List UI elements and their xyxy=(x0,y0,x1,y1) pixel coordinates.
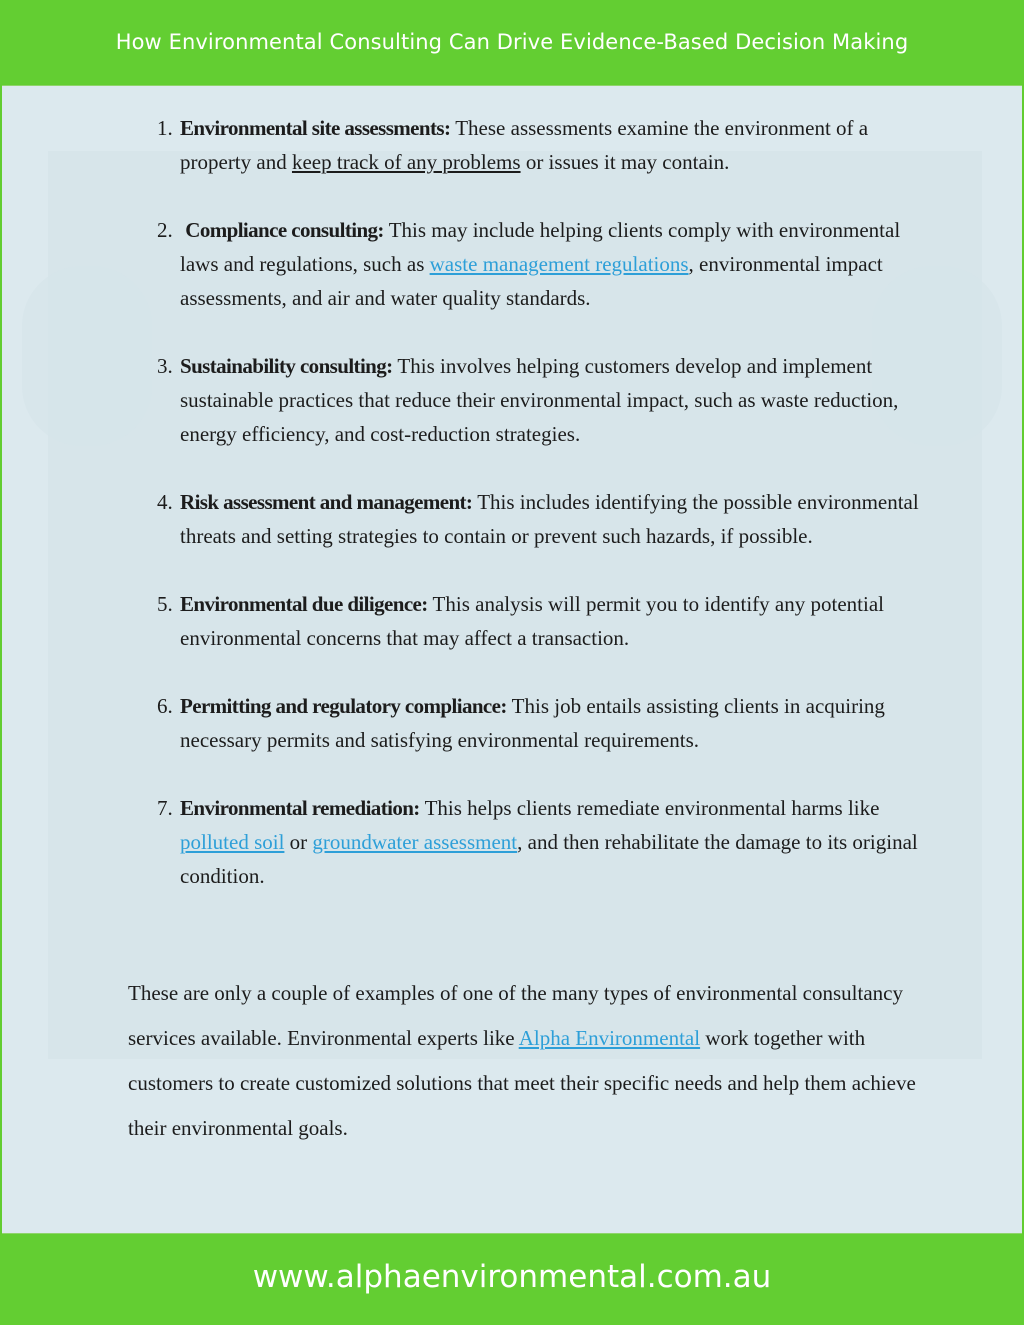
waste-management-link[interactable]: waste management regulations xyxy=(429,252,689,276)
list-item xyxy=(178,485,923,553)
list-item xyxy=(178,791,923,893)
item-term: Environmental due diligence: xyxy=(180,592,428,616)
polluted-soil-link[interactable]: polluted soil xyxy=(180,830,285,854)
item-text: or xyxy=(284,830,313,854)
item-text: or issues it may contain. xyxy=(520,150,730,174)
footer-bar xyxy=(0,1234,1024,1325)
list-item xyxy=(178,111,923,179)
item-term: Environmental remediation: xyxy=(180,796,420,820)
closing-paragraph xyxy=(128,971,918,1151)
item-text: This involves helping customers develop and implement sustainable practices that reduce their environmental impact, such as waste reduction, energy efficiency, and cost-reduction strategies. xyxy=(180,354,899,446)
item-text: This includes identifying the possible environmental threats and setting strategies to contain or prevent such hazards, if possible. xyxy=(180,490,919,548)
list-item xyxy=(178,689,923,757)
item-term: Risk assessment and management: xyxy=(180,490,473,514)
item-text: , and then rehabilitate the damage to its original condition. xyxy=(180,830,918,888)
item-term: Sustainability consulting: xyxy=(180,354,393,378)
closing-text: These are only a couple of examples of one of the many types of environmental consultancy services available. Environmental experts like xyxy=(128,981,903,1050)
keep-track-link[interactable]: keep track of any problems xyxy=(291,150,521,174)
content-panel xyxy=(2,85,1022,1234)
item-text: These assessments examine the environment of a property and xyxy=(180,116,869,174)
closing-text: work together with customers to create customized solutions that meet their specific needs and help them achieve their environmental goals. xyxy=(128,1026,916,1140)
item-term: Environmental site assessments: xyxy=(180,116,451,140)
item-term: Compliance consulting: xyxy=(185,218,384,242)
item-text: This may include helping clients comply with environmental laws and regulations, such as xyxy=(180,218,901,276)
list-item xyxy=(178,587,923,655)
item-text: This job entails assisting clients in acquiring necessary permits and satisfying environmental requirements. xyxy=(180,694,885,752)
item-text: This helps clients remediate environmental harms like xyxy=(419,796,880,820)
item-text: , environmental impact assessments, and air and water quality standards. xyxy=(180,252,883,310)
services-list xyxy=(152,111,923,893)
alpha-environmental-link[interactable]: Alpha Environmental xyxy=(518,1026,701,1050)
list-item xyxy=(178,349,923,451)
footer-url[interactable]: www.alphaenvironmental.com.au xyxy=(252,1258,772,1295)
groundwater-assessment-link[interactable]: groundwater assessment xyxy=(312,830,518,854)
list-item xyxy=(178,213,923,315)
header-bar xyxy=(0,0,1024,84)
item-term: Permitting and regulatory compliance: xyxy=(180,694,507,718)
page-title: How Environmental Consulting Can Drive Evidence-Based Decision Making xyxy=(115,30,909,54)
item-text: This analysis will permit you to identify any potential environmental concerns that may affect a transaction. xyxy=(180,592,884,650)
